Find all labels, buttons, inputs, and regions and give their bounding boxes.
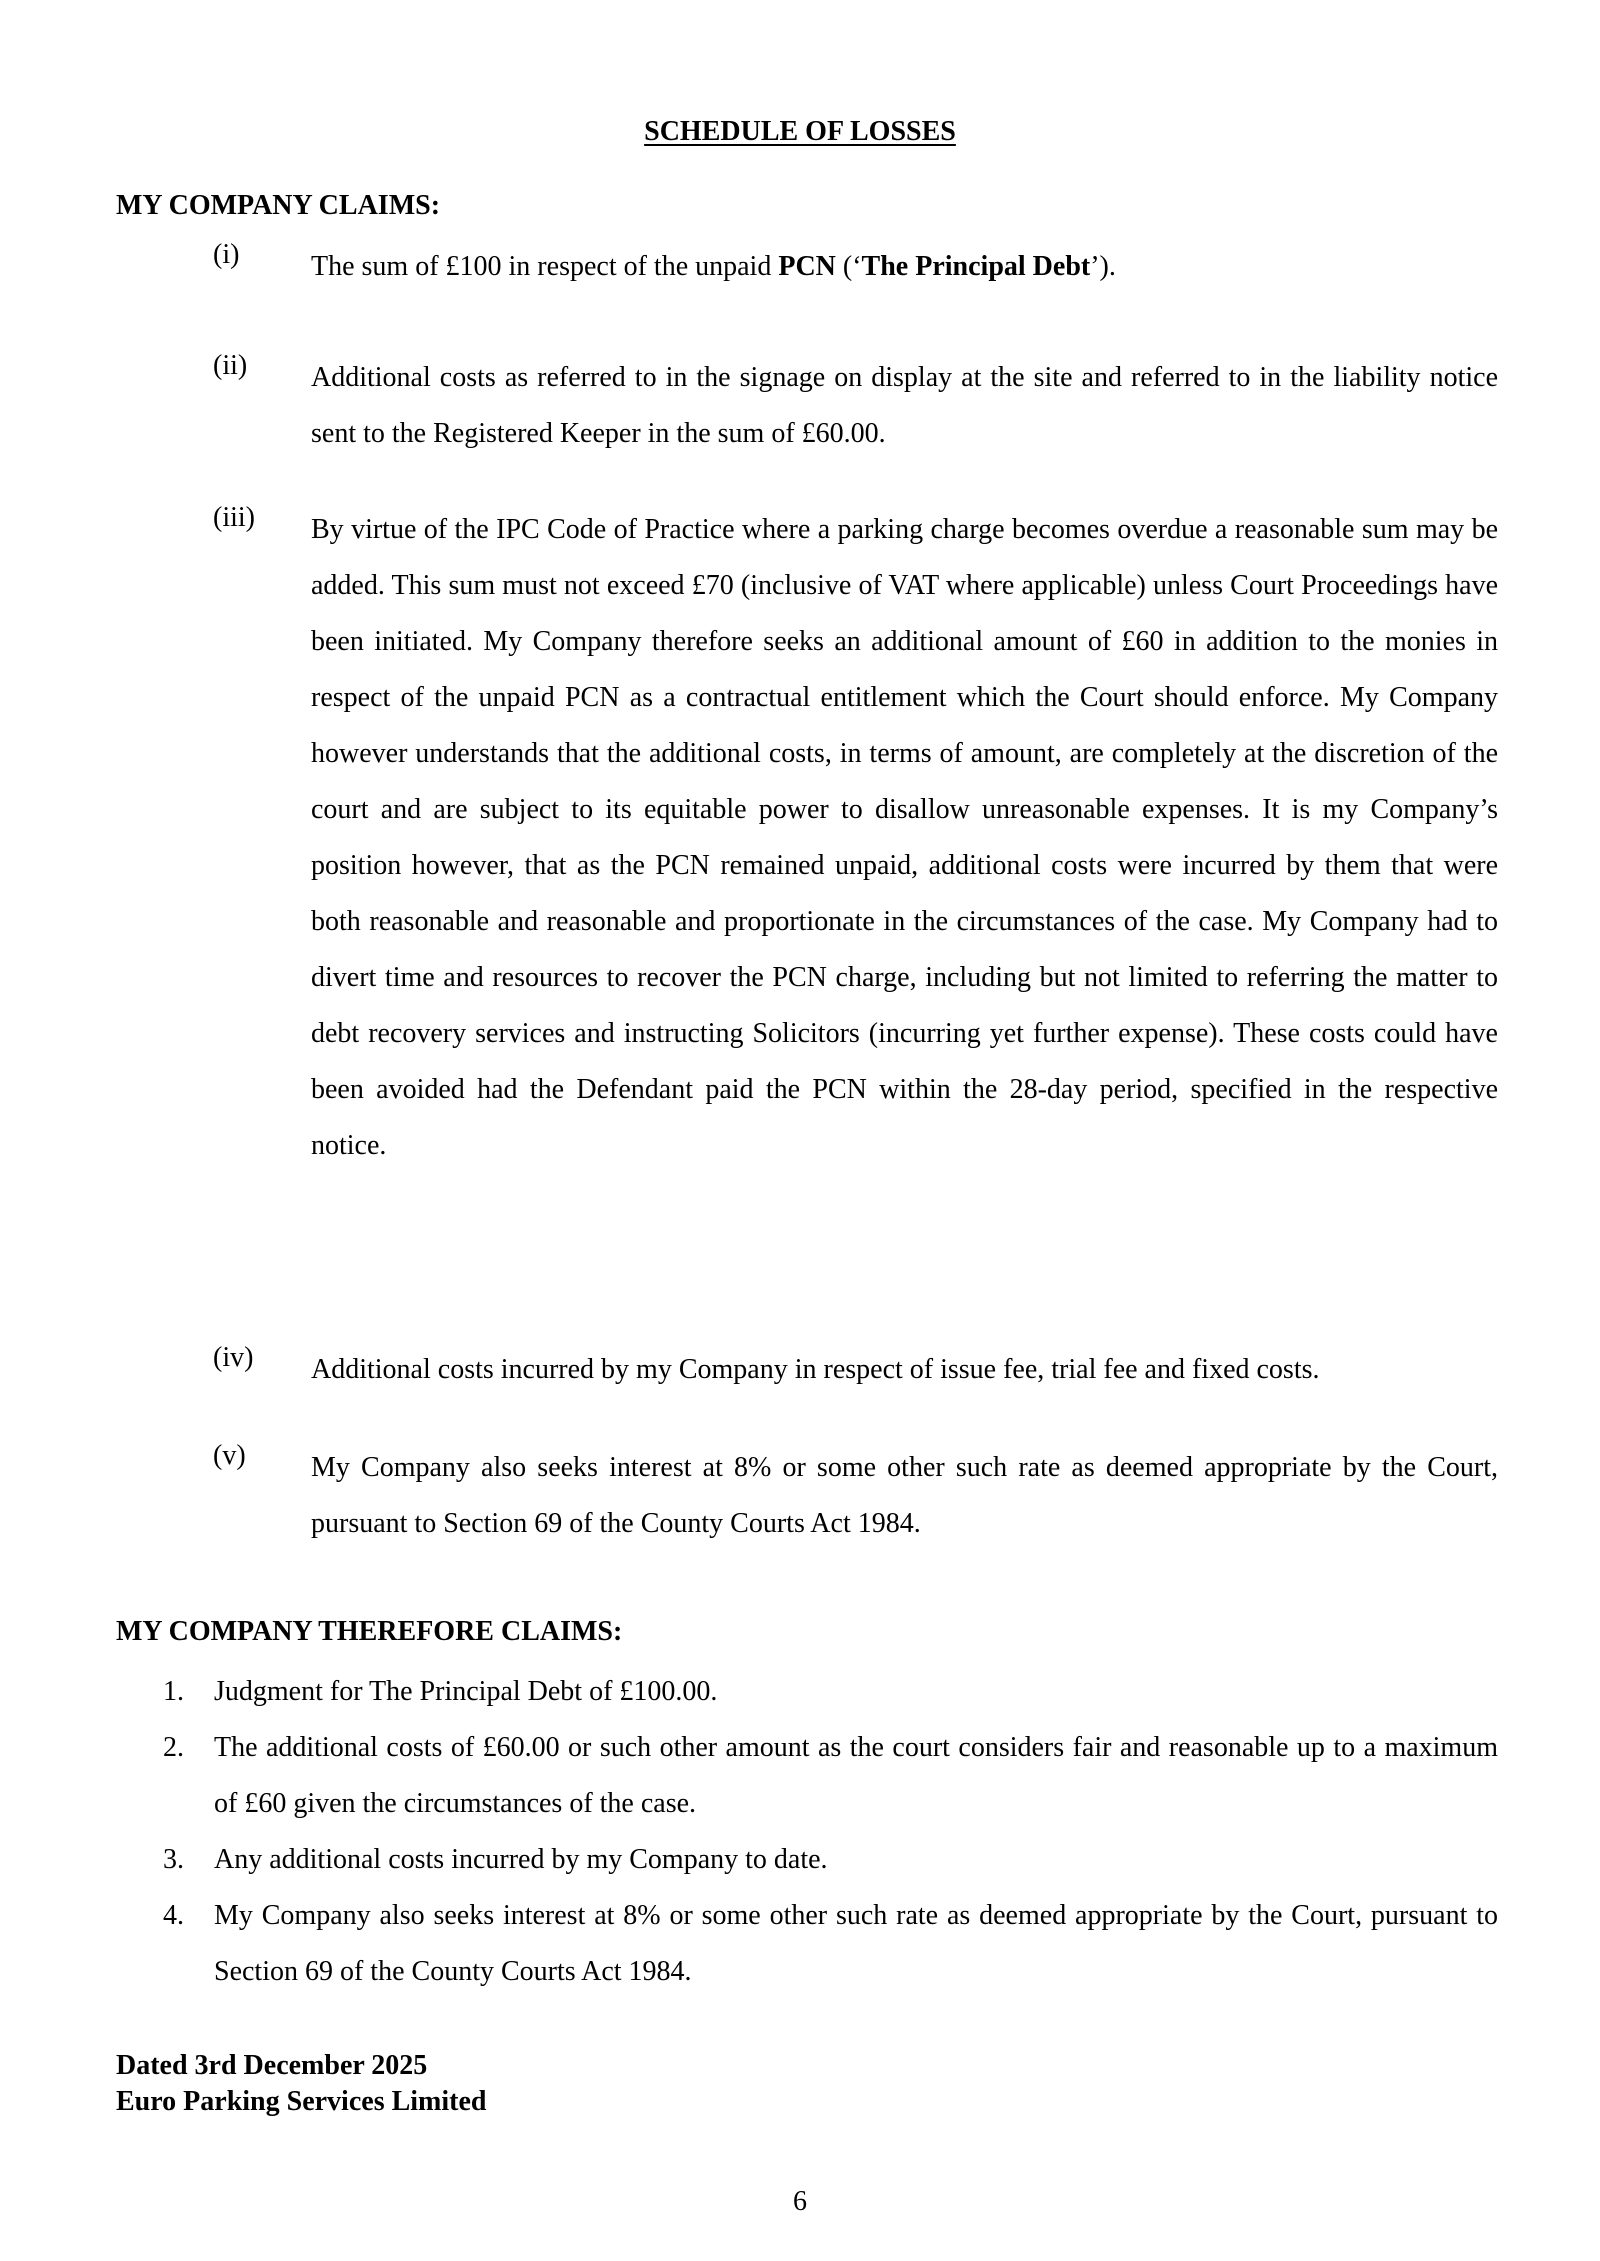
list-number: 2.	[163, 1732, 184, 1763]
list-text: The additional costs of £60.00 or such other amount as the court considers fair and reasonable up to a maximum of £60 given the circumstances of the case.	[214, 1732, 1498, 1819]
list-text: Judgment for The Principal Debt of £100.00.	[214, 1676, 718, 1707]
page-number: 6	[793, 2186, 807, 2217]
claim-text: Additional costs incurred by my Company in respect of issue fee, trial fee and fixed costs.	[311, 1354, 1320, 1385]
list-number: 1.	[163, 1676, 184, 1707]
list-item	[163, 1664, 1498, 1720]
claim-text: Additional costs as referred to in the signage on display at the site and referred to in the liability notice sent to the Registered Keeper in the sum of £60.00.	[311, 362, 1498, 449]
list-item	[163, 1832, 1498, 1888]
dated-line: Dated 3rd December 2025	[116, 2050, 428, 2081]
claim-text	[311, 239, 1498, 295]
claim-number: (ii)	[213, 350, 248, 381]
therefore-claims-list	[163, 1664, 1498, 2000]
claim-text-part: (‘	[835, 251, 862, 282]
claim-item-iv	[213, 1342, 1498, 1398]
claim-item-iii	[213, 502, 1498, 1174]
list-text: My Company also seeks interest at 8% or some other such rate as deemed appropriate by the Court, pursuant to Section 69 of the County Courts Act 1984.	[214, 1900, 1498, 1987]
claim-text: By virtue of the IPC Code of Practice where a parking charge becomes overdue a reasonable sum may be added. This sum must not exceed £70 (inclusive of VAT where applicable) unless Court Proceedings have been initiated. My Company therefore seeks an additional amount of £60 in addition to the monies in respect of the unpaid PCN as a contractual entitlement which the Court should enforce. My Company however understands that the additional costs, in terms of amount, are completely at the discretion of the court and are subject to its equitable power to disallow unreasonable expenses. It is my Company’s position however, that as the PCN remained unpaid, additional costs were incurred by them that were both reasonable and reasonable and proportionate in the circumstances of the case. My Company had to divert time and resources to recover the PCN charge, including but not limited to referring the matter to debt recovery services and instructing Solicitors (incurring yet further expense). These costs could have been avoided had the Defendant paid the PCN within the 28-day period, specified in the respective notice.	[311, 514, 1498, 1161]
section-heading-claims: MY COMPANY CLAIMS:	[116, 190, 441, 221]
signature-block	[116, 2048, 486, 2120]
pcn-bold: PCN	[778, 251, 836, 282]
claim-number: (v)	[213, 1440, 246, 1471]
section-heading-therefore-claims: MY COMPANY THEREFORE CLAIMS:	[116, 1616, 623, 1647]
list-item	[163, 1888, 1498, 2000]
list-text: Any additional costs incurred by my Company to date.	[214, 1844, 828, 1875]
claim-number: (i)	[213, 239, 240, 270]
claim-text-part: The sum of £100 in respect of the unpaid	[311, 251, 779, 282]
claim-item-ii	[213, 350, 1498, 462]
claim-number: (iii)	[213, 502, 255, 533]
claim-number: (iv)	[213, 1342, 254, 1373]
list-item	[163, 1720, 1498, 1832]
claim-text-part: ’).	[1090, 251, 1116, 282]
list-number: 3.	[163, 1844, 184, 1875]
list-number: 4.	[163, 1900, 184, 1931]
company-name: Euro Parking Services Limited	[116, 2086, 487, 2117]
page-title: SCHEDULE OF LOSSES	[644, 116, 956, 147]
principal-debt-bold: The Principal Debt	[861, 251, 1091, 282]
claim-item-v	[213, 1440, 1498, 1552]
claim-item-i	[213, 239, 1498, 295]
claim-text: My Company also seeks interest at 8% or some other such rate as deemed appropriate by the Court, pursuant to Section 69 of the County Courts Act 1984.	[311, 1452, 1498, 1539]
